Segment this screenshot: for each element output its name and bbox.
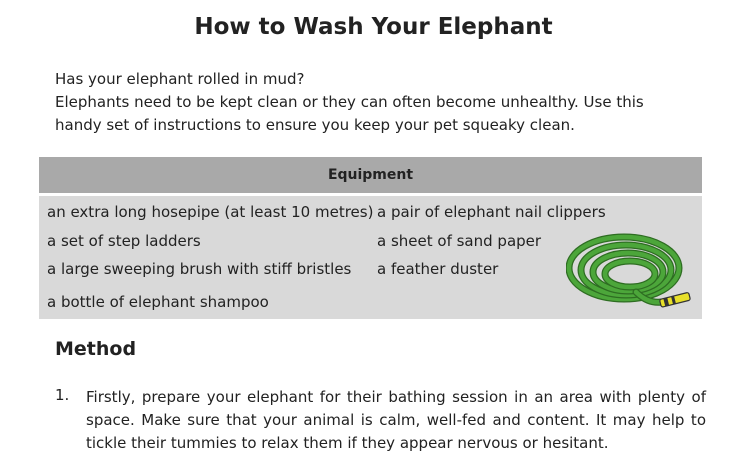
equipment-item: a large sweeping brush with stiff bristles: [47, 260, 352, 278]
equipment-item: a set of step ladders: [47, 232, 201, 250]
page-title: How to Wash Your Elephant: [194, 14, 553, 40]
method-heading: Method: [55, 338, 137, 360]
intro-line: handy set of instructions to ensure you keep your pet squeaky clean.: [55, 116, 575, 134]
equipment-heading: Equipment: [39, 157, 702, 193]
equipment-item: a feather duster: [377, 260, 499, 278]
hosepipe-icon: [566, 232, 694, 314]
intro-line: Has your elephant rolled in mud?: [55, 70, 305, 88]
equipment-list: [39, 196, 702, 319]
step-number: 1.: [55, 386, 70, 404]
hose-coil: [605, 261, 655, 287]
equipment-item: a bottle of elephant shampoo: [47, 293, 269, 311]
equipment-item: a sheet of sand paper: [377, 232, 542, 250]
step-text: Firstly, prepare your elephant for their bathing session in an area with plenty of space. Make sure that your animal is calm, well-fed and content. It may help to tickle their tummies to relax them if they appear nervous or hesitant.: [86, 388, 706, 452]
intro-line: Elephants need to be kept clean or they can often become unhealthy. Use this: [55, 93, 644, 111]
equipment-item: a pair of elephant nail clippers: [377, 203, 606, 221]
equipment-item: an extra long hosepipe (at least 10 metres): [47, 203, 374, 221]
intro-paragraph: [55, 68, 715, 137]
